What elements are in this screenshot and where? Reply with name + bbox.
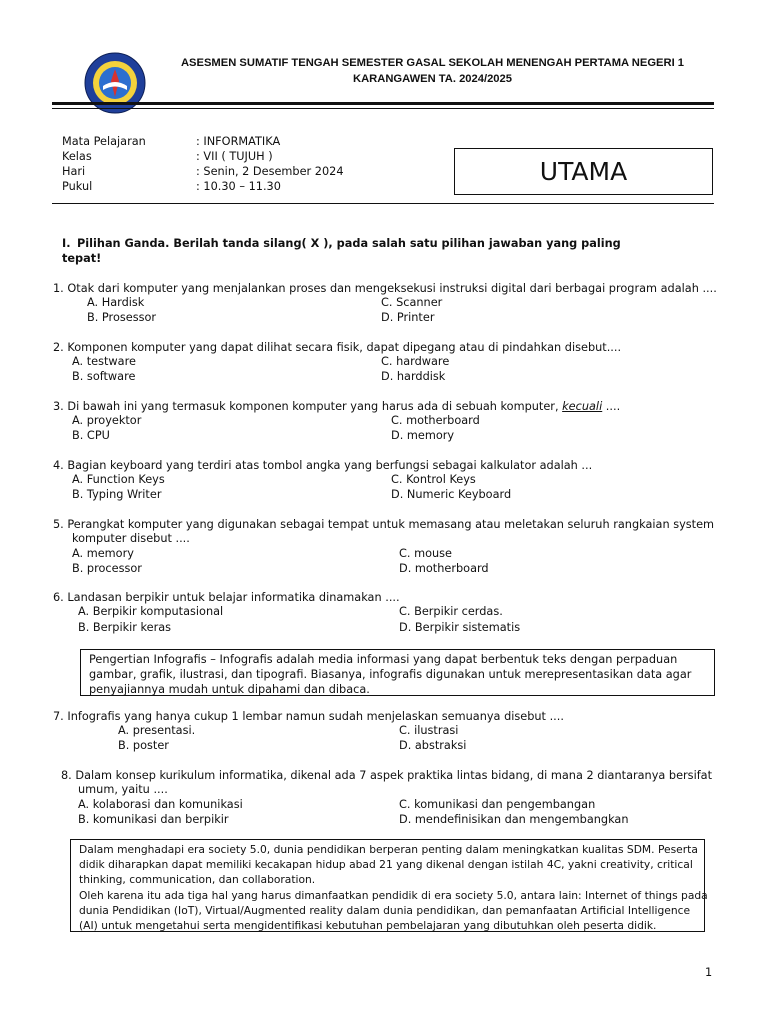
q1-option-b[interactable]: B. Prosessor xyxy=(87,311,157,324)
q6-option-c[interactable]: C. Berpikir cerdas. xyxy=(399,605,503,618)
question-7: 7. Infografis yang hanya cukup 1 lembar namun sudah menjelaskan semuanya disebut .... xyxy=(53,710,564,723)
q3-option-d[interactable]: D. memory xyxy=(391,429,455,442)
q8-option-c[interactable]: C. komunikasi dan pengembangan xyxy=(399,798,596,811)
info-rule xyxy=(52,203,714,204)
q1-option-c[interactable]: C. Scanner xyxy=(381,296,443,309)
info-value-subject: : INFORMATIKA xyxy=(196,135,281,148)
page-number: 1 xyxy=(705,966,713,979)
q1-option-d[interactable]: D. Printer xyxy=(381,311,435,324)
exam-title-line1: ASESMEN SUMATIF TENGAH SEMESTER GASAL SEKOLAH MENENGAH PERTAMA NEGERI 1 xyxy=(180,57,685,69)
question-8: 8. Dalam konsep kurikulum informatika, dikenal ada 7 aspek praktika lintas bidang, di mana 2 diantaranya bersifat xyxy=(61,769,713,782)
q4-option-a[interactable]: A. Function Keys xyxy=(72,473,165,486)
question-5: 5. Perangkat komputer yang digunakan sebagai tempat untuk memasang atau meletakan seluruh rangkaian system xyxy=(53,518,715,531)
question-2: 2. Komponen komputer yang dapat dilihat secara fisik, dapat dipegang atau di pindahkan disebut.... xyxy=(53,341,622,354)
q5-option-b[interactable]: B. processor xyxy=(72,562,142,575)
q6-option-a[interactable]: A. Berpikir komputasional xyxy=(78,605,224,618)
q7-option-b[interactable]: B. poster xyxy=(118,739,169,752)
question-1: 1. Otak dari komputer yang menjalankan proses dan mengeksekusi instruksi digital dari berbagai program adalah .... xyxy=(53,282,717,295)
section-heading: Pilihan Ganda. Berilah tanda silang( X ), pada salah satu pilihan jawaban yang paling xyxy=(77,237,621,250)
q5-option-d[interactable]: D. motherboard xyxy=(399,562,489,575)
info-label-subject: Mata Pelajaran xyxy=(62,135,146,148)
q5-option-c[interactable]: C. mouse xyxy=(399,547,452,560)
q7-option-d[interactable]: D. abstraksi xyxy=(399,739,467,752)
q6-option-b[interactable]: B. Berpikir keras xyxy=(78,621,172,634)
q8-option-b[interactable]: B. komunikasi dan berpikir xyxy=(78,813,229,826)
q2-option-d[interactable]: D. harddisk xyxy=(381,370,446,383)
header-rule-thin xyxy=(52,108,714,109)
q7-option-a[interactable]: A. presentasi. xyxy=(118,724,196,737)
q8-option-d[interactable]: D. mendefinisikan dan mengembangkan xyxy=(399,813,629,826)
society-5-context-box: Dalam menghadapi era society 5.0, dunia pendidikan berperan penting dalam meningkatkan kualitas SDM. Peserta didik diharapkan dapat memiliki kecakapan hidup abad 21 yang dikenal dengan istilah 4C, yakni creativity, critical thinking, communication, dan collaboration. Oleh karena itu ada tiga hal yang harus dimanfaatkan pendidik di era society 5.0, antara lain: Internet of things pada dunia Pendidikan (IoT), Virtual/Augmented reality dalam dunia pendidikan, dan pemanfaatan Artificial Intelligence (AI) untuk mengetahui serta mengidentifikasi kebutuhan pembelajaran yang dibutuhkan oleh peserta didik. xyxy=(70,839,705,932)
infographic-definition-box: Pengertian Infografis – Infografis adalah media informasi yang dapat berbentuk teks dengan perpaduan gambar, grafik, ilustrasi, dan tipografi. Biasanya, infografis digunakan untuk merepresentasikan data agar penyajiannya mudah untuk dipahami dan dibaca. xyxy=(80,649,715,696)
q2-option-b[interactable]: B. software xyxy=(72,370,136,383)
q7-option-c[interactable]: C. ilustrasi xyxy=(399,724,459,737)
info-value-day: : Senin, 2 Desember 2024 xyxy=(196,165,344,178)
question-3: 3. Di bawah ini yang termasuk komponen komputer yang harus ada di sebuah komputer, kecuali .... xyxy=(53,400,621,413)
q6-option-d[interactable]: D. Berpikir sistematis xyxy=(399,621,521,634)
q3-option-b[interactable]: B. CPU xyxy=(72,429,110,442)
utama-badge: UTAMA xyxy=(454,148,713,195)
question-8-cont: umum, yaitu .... xyxy=(78,783,168,796)
q2-option-c[interactable]: C. hardware xyxy=(381,355,450,368)
q4-option-d[interactable]: D. Numeric Keyboard xyxy=(391,488,512,501)
q1-option-a[interactable]: A. Hardisk xyxy=(87,296,145,309)
info-label-time: Pukul xyxy=(62,180,93,193)
question-4: 4. Bagian keyboard yang terdiri atas tombol angka yang berfungsi sebagai kalkulator adalah ... xyxy=(53,459,593,472)
question-6: 6. Landasan berpikir untuk belajar informatika dinamakan .... xyxy=(53,591,400,604)
info-label-class: Kelas xyxy=(62,150,92,163)
section-heading-cont: tepat! xyxy=(62,252,102,265)
q3-option-a[interactable]: A. proyektor xyxy=(72,414,142,427)
q2-option-a[interactable]: A. testware xyxy=(72,355,136,368)
info-value-time: : 10.30 – 11.30 xyxy=(196,180,281,193)
header-rule-thick xyxy=(52,102,714,105)
info-value-class: : VII ( TUJUH ) xyxy=(196,150,273,163)
exam-title-line2: KARANGAWEN TA. 2024/2025 xyxy=(353,73,512,85)
q4-option-b[interactable]: B. Typing Writer xyxy=(72,488,162,501)
section-number: I. xyxy=(62,237,71,250)
q5-option-a[interactable]: A. memory xyxy=(72,547,134,560)
q3-option-c[interactable]: C. motherboard xyxy=(391,414,480,427)
question-5-cont: komputer disebut .... xyxy=(72,532,190,545)
q4-option-c[interactable]: C. Kontrol Keys xyxy=(391,473,476,486)
kecuali-emphasis: kecuali xyxy=(562,400,603,413)
info-label-day: Hari xyxy=(62,165,86,178)
q8-option-a[interactable]: A. kolaborasi dan komunikasi xyxy=(78,798,243,811)
